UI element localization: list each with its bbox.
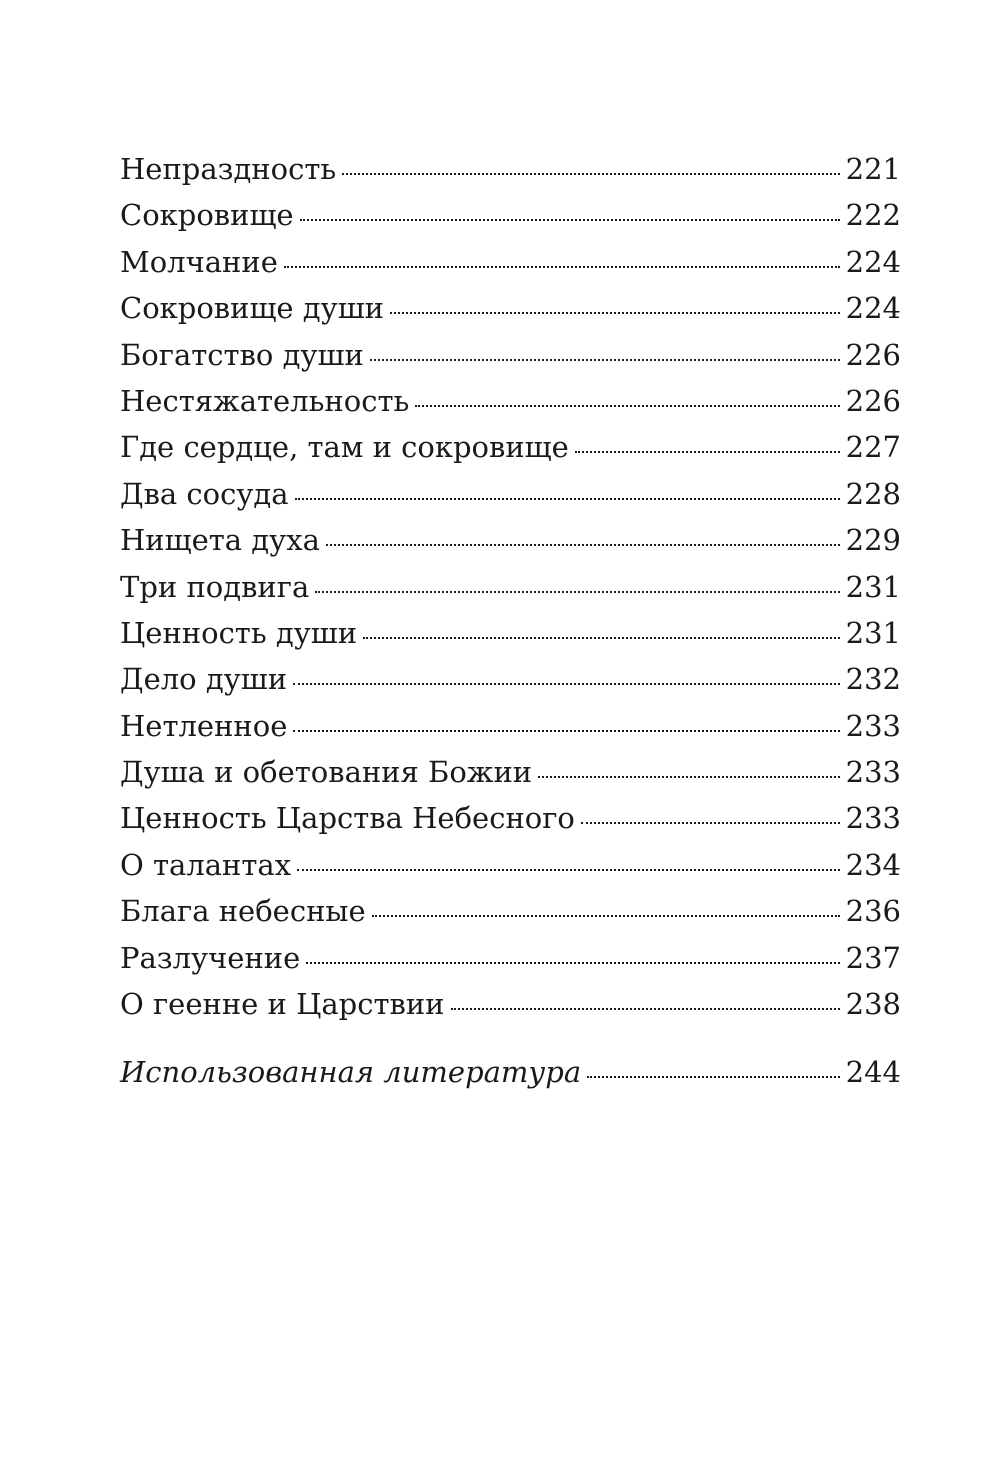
- table-of-contents: [120, 146, 901, 1096]
- toc-entry[interactable]: [120, 935, 901, 981]
- dot-leader: [363, 635, 840, 639]
- dot-leader: [342, 171, 839, 175]
- toc-entry-title: Ценность Царства Небесного: [120, 801, 575, 836]
- toc-entry-title: Ценность души: [120, 615, 358, 650]
- toc-entry[interactable]: [120, 332, 901, 378]
- toc-entry[interactable]: [120, 285, 901, 331]
- dot-leader: [581, 820, 840, 824]
- toc-entry-page: 244: [845, 1055, 901, 1090]
- dot-leader: [575, 449, 840, 453]
- toc-entry-title: О талантах: [120, 847, 292, 882]
- toc-entry-title: Нетленное: [120, 708, 288, 743]
- toc-entry-page: 236: [845, 894, 901, 929]
- dot-leader: [293, 728, 839, 732]
- toc-entry-page: 232: [845, 662, 901, 697]
- dot-leader: [538, 774, 840, 778]
- toc-entry-title: Где сердце, там и сокровище: [120, 430, 569, 465]
- toc-entry[interactable]: [120, 981, 901, 1027]
- toc-entry-title: Богатство души: [120, 337, 364, 372]
- dot-leader: [372, 913, 840, 917]
- dot-leader: [326, 542, 840, 546]
- toc-entry-page: 231: [845, 569, 901, 604]
- dot-leader: [295, 496, 840, 500]
- toc-entry-page: 228: [845, 476, 901, 511]
- toc-entry-title: Непраздность: [120, 152, 337, 186]
- dot-leader: [306, 960, 839, 964]
- toc-entry-title: Дело души: [120, 662, 288, 697]
- toc-entry[interactable]: [120, 888, 901, 934]
- toc-entry-title: Три подвига: [120, 569, 310, 604]
- toc-entry-page: 226: [845, 383, 901, 418]
- dot-leader: [293, 681, 840, 685]
- toc-entry[interactable]: [120, 239, 901, 285]
- dot-leader: [284, 264, 840, 268]
- toc-entry-page: 231: [845, 615, 901, 650]
- toc-entry-title: Душа и обетования Божии: [120, 755, 533, 790]
- toc-entry[interactable]: [120, 424, 901, 470]
- toc-entry-title: Использованная литература: [120, 1055, 582, 1090]
- toc-entry-title: Разлучение: [120, 940, 301, 975]
- toc-entry-page: 238: [845, 987, 901, 1022]
- toc-entry-bibliography[interactable]: [120, 1049, 901, 1095]
- toc-entry-page: 224: [845, 244, 901, 279]
- dot-leader: [390, 310, 840, 314]
- dot-leader: [587, 1074, 840, 1078]
- toc-entry-title: О геенне и Царствии: [120, 987, 445, 1022]
- toc-entry-page: 224: [845, 291, 901, 326]
- dot-leader: [297, 867, 840, 871]
- toc-entry-title: Сокровище души: [120, 291, 385, 326]
- toc-entry-page: 222: [845, 198, 901, 233]
- toc-entry[interactable]: [120, 610, 901, 656]
- toc-entry-page: 229: [845, 523, 901, 558]
- toc-entry[interactable]: [120, 656, 901, 702]
- toc-entry-page: 233: [845, 755, 901, 790]
- toc-entry[interactable]: [120, 749, 901, 795]
- toc-entry-title: Блага небесные: [120, 894, 366, 929]
- toc-entry-page: 227: [845, 430, 901, 465]
- toc-entry-page: 233: [845, 708, 901, 743]
- toc-entry[interactable]: [120, 192, 901, 238]
- toc-entry-title: Молчание: [120, 244, 278, 279]
- dot-leader: [415, 403, 839, 407]
- toc-entry-page: 226: [845, 337, 901, 372]
- dot-leader: [300, 217, 840, 221]
- toc-entry-title: Два сосуда: [120, 476, 289, 511]
- toc-entry[interactable]: [120, 795, 901, 841]
- toc-entry[interactable]: [120, 703, 901, 749]
- toc-entry[interactable]: [120, 564, 901, 610]
- toc-entry[interactable]: [120, 378, 901, 424]
- toc-entry[interactable]: [120, 146, 901, 192]
- toc-entry[interactable]: [120, 517, 901, 563]
- dot-leader: [451, 1006, 840, 1010]
- toc-entry-page: 234: [845, 847, 901, 882]
- toc-entry-page: 233: [845, 801, 901, 836]
- toc-entry-title: Сокровище: [120, 198, 294, 233]
- dot-leader: [370, 357, 840, 361]
- toc-entry[interactable]: [120, 471, 901, 517]
- toc-entry-page: 237: [845, 940, 901, 975]
- toc-entry-page: 221: [845, 152, 901, 186]
- toc-entry[interactable]: [120, 842, 901, 888]
- dot-leader: [315, 589, 839, 593]
- toc-entry-title: Нищета духа: [120, 523, 320, 558]
- toc-entry-title: Нестяжательность: [120, 383, 410, 418]
